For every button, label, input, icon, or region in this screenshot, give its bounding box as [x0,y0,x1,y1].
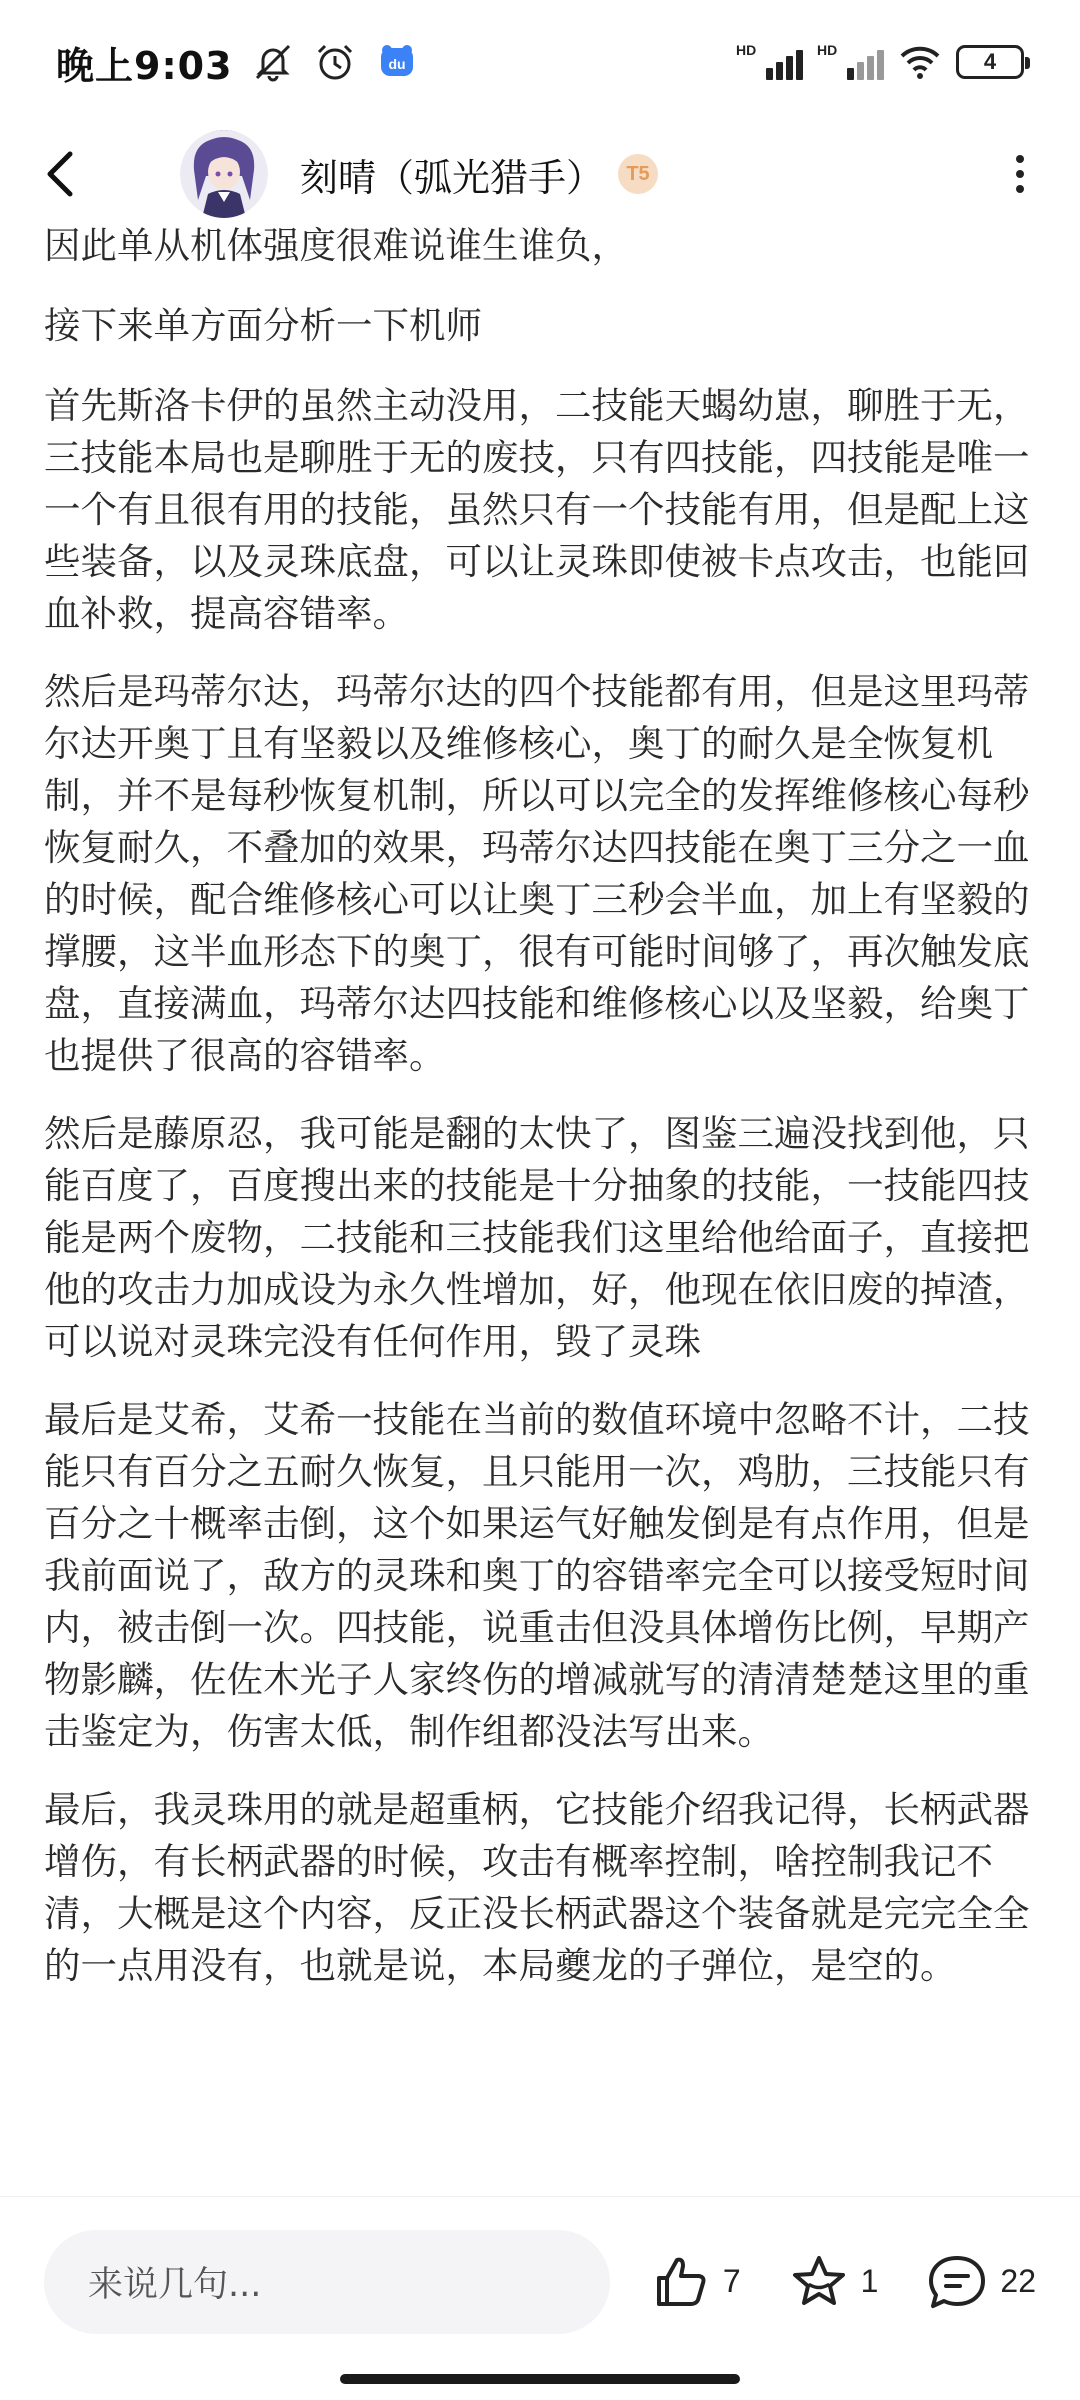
mute-icon [251,40,295,84]
comment-bubble-icon [926,2252,988,2312]
comment-placeholder: 来说几句... [88,2264,262,2305]
post-content [44,220,1036,2018]
status-time: 晚上9:03 [56,43,233,88]
paragraph: 首先斯洛卡伊的虽然主动没用，二技能天蝎幼崽，聊胜于无，三技能本局也是聊胜于无的废技，只有四技能，四技能是唯一一个有且很有用的技能，虽然只有一个技能有用，但是配上这些装备，以及灵珠底盘，可以让灵珠即使被卡点攻击，也能回血补救，提高容错率。 [44,384,1030,635]
like-button[interactable] [651,2252,741,2312]
svg-text:du: du [387,56,406,72]
wifi-icon [898,40,942,84]
comment-count: 22 [1000,2263,1036,2299]
status-right [736,40,1024,84]
paragraph: 最后是艾希，艾希一技能在当前的数值环境中忽略不计，二技能只有百分之五耐久恢复，且只能用一次，鸡肋，三技能只有百分之十概率击倒，这个如果运气好触发倒是有点作用，但是我前面说了，敌方的灵珠和奥丁的容错率完全可以接受短时间内，被击倒一次。四技能，说重击但没具体增伤比例，早期产物影麟，佐佐木光子人家终伤的增减就写的清清楚楚这里的重击鉴定为，伤害太低，制作组都没法写出来。 [44,1398,1030,1753]
home-indicator[interactable] [340,2374,740,2384]
paragraph: 然后是玛蒂尔达，玛蒂尔达的四个技能都有用，但是这里玛蒂尔达开奥丁且有坚毅以及维修核心，奥丁的耐久是全恢复机制，并不是每秒恢复机制，所以可以完全的发挥维修核心每秒恢复耐久，不叠加的效果，玛蒂尔达四技能在奥丁三分之一血的时候，配合维修核心可以让奥丁三秒会半血，加上有坚毅的撑腰，这半血形态下的奥丁，很有可能时间够了，再次触发底盘，直接满血，玛蒂尔达四技能和维修核心以及坚毅，给奥丁也提供了很高的容错率。 [44,670,1030,1077]
author-name[interactable]: 刻晴（弧光猎手） [300,155,605,200]
alarm-icon [313,40,357,84]
thumbs-up-icon [651,2252,711,2312]
more-dot-icon [1016,170,1024,178]
paragraph: 因此单从机体强度很难说谁生谁负， [44,224,628,267]
paragraph: 然后是藤原忍，我可能是翻的太快了，图鉴三遍没找到他，只能百度了，百度搜出来的技能是十分抽象的技能，一技能四技能是两个废物，二技能和三技能我们这里给他给面子，直接把他的攻击力加成设为永久性增加，好，他现在依旧废的掉渣，可以说对灵珠完没有任何作用，毁了灵珠 [44,1112,1030,1363]
chevron-left-icon [40,148,80,200]
favorite-button[interactable] [789,2252,879,2312]
hd-label-2: HD [817,42,838,58]
battery-icon: 4 [956,45,1024,79]
signal-icon [736,44,803,80]
more-dot-icon [1016,185,1024,193]
status-bar [0,0,1080,124]
post-actions [651,2252,1036,2312]
more-options-button[interactable] [1000,144,1040,204]
like-count: 7 [722,2263,741,2299]
comment-input[interactable] [44,2230,610,2334]
post-header [0,124,1080,224]
level-badge: T5 [618,154,658,194]
paragraph: 最后，我灵珠用的就是超重柄，它技能介绍我记得，长柄武器增伤，有长柄武器的时候，攻击有概率控制，啥控制我记不清，大概是这个内容，反正没长柄武器这个装备就是完完全全的一点用没有，也就是说，本局夔龙的子弹位，是空的。 [44,1788,1030,1987]
star-icon [789,2252,849,2312]
more-dot-icon [1016,155,1024,163]
status-left [56,35,419,90]
avatar[interactable] [180,130,268,218]
back-button[interactable] [40,144,100,204]
app-notification-icon [375,40,419,84]
bottom-action-bar [0,2196,1080,2366]
signal-icon-2 [817,44,884,80]
paragraph: 接下来单方面分析一下机师 [44,304,482,347]
favorite-count: 1 [860,2263,879,2299]
hd-label: HD [736,42,757,58]
comment-button[interactable] [926,2252,1036,2312]
